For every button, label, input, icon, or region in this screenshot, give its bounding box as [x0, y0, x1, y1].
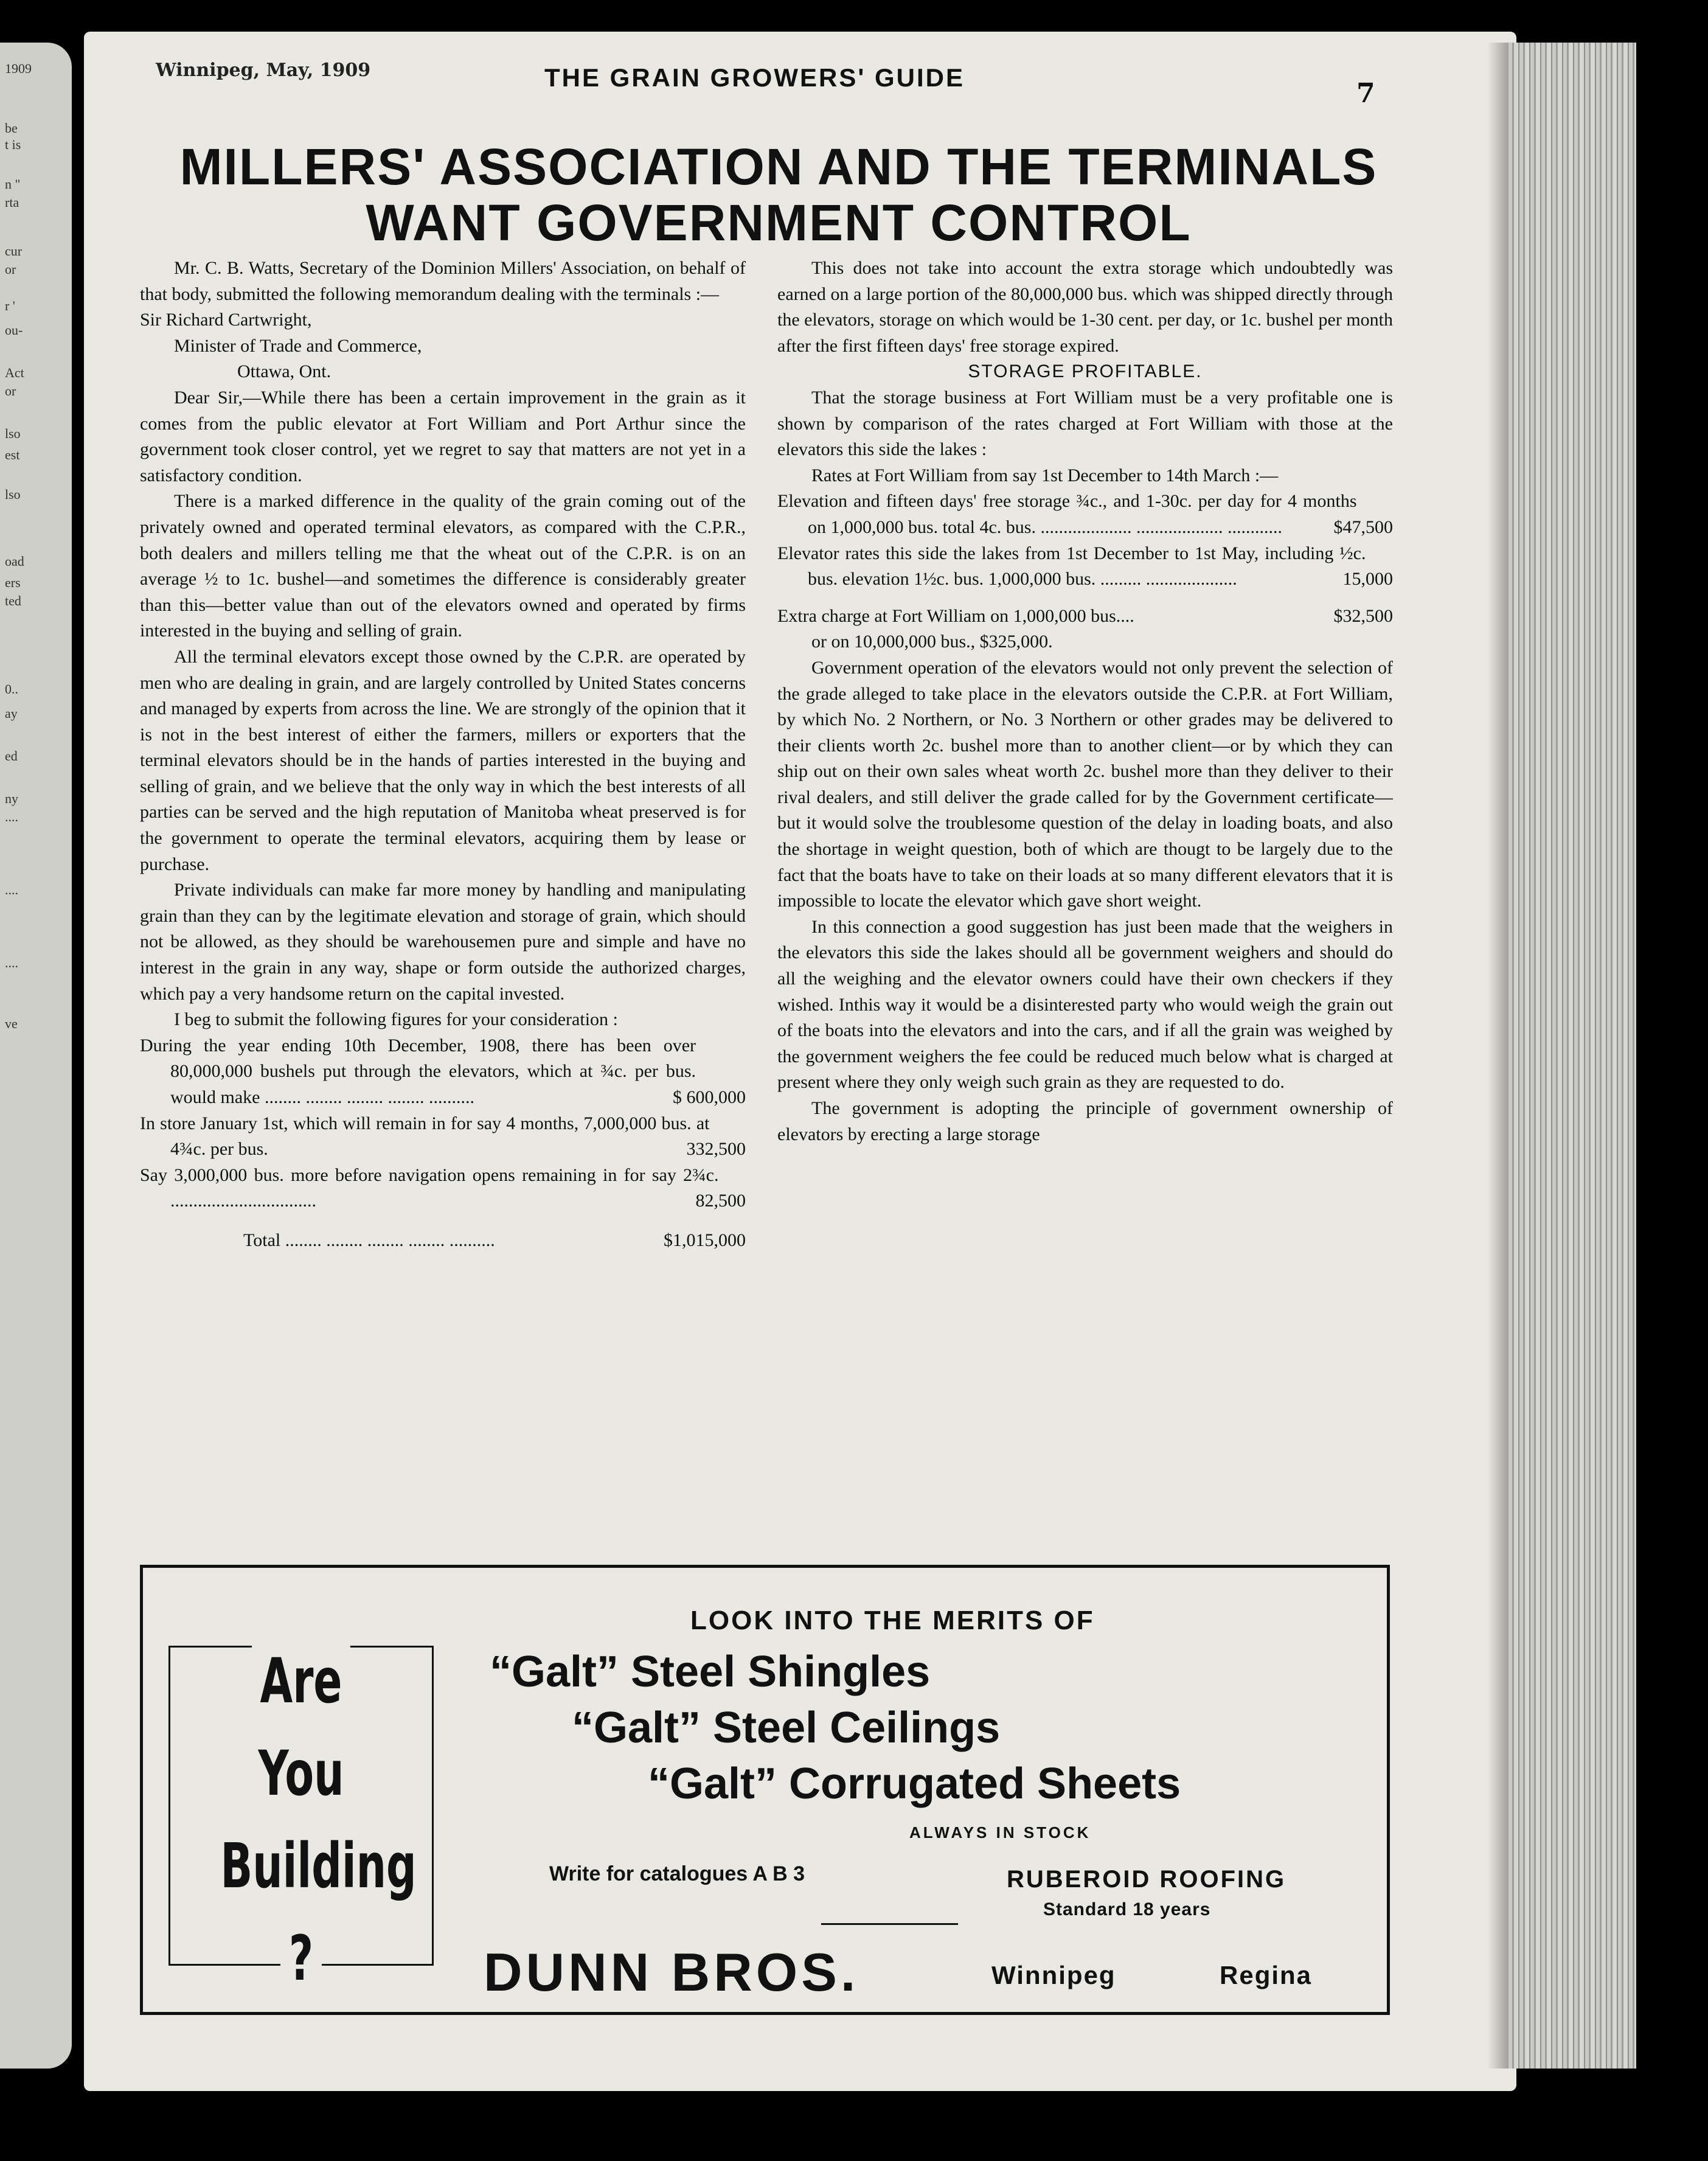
ad-standard: Standard 18 years: [1043, 1899, 1211, 1919]
ad-question-word: Building: [220, 1830, 417, 1902]
advertisement: [140, 1565, 1390, 2015]
prev-page-fragment: be: [5, 120, 18, 136]
ad-catalogue-note: Write for catalogues A B 3: [549, 1862, 805, 1885]
previous-page-edge: [0, 43, 72, 2069]
prev-page-fragment: ted: [5, 593, 21, 608]
extra-charge-label: Extra charge at Fort William on 1,000,000 bus....: [777, 605, 1134, 626]
prev-page-fragment: lso: [5, 426, 21, 441]
prev-page-fragment: lso: [5, 487, 21, 502]
figure-label: During the year ending 10th December, 1908, there has been over 80,000,000 bushels put through the elevators, which at ¾c. per bus. would make ........ ........ ........ ........ ..........: [140, 1035, 696, 1107]
figure-label: In store January 1st, which will remain in for say 4 months, 7,000,000 bus. at 4¾c. per bus.: [140, 1113, 710, 1160]
ad-ruberoid: RUBEROID ROOFING: [1007, 1866, 1286, 1893]
prev-page-fragment: ou-: [5, 322, 23, 338]
prev-page-fragment: ers: [5, 575, 21, 590]
rate-row: [777, 489, 1393, 540]
article-column-right: [777, 256, 1393, 1147]
ad-question-box: [168, 1645, 434, 1995]
rate-label: Elevation and fifteen days' free storage ¾c., and 1-30c. per day for 4 months on 1,000,000 bus. total 4c. bus. .................... ................... ............: [777, 491, 1357, 537]
prev-page-fragment: ....: [5, 955, 18, 970]
body-paragraph: I beg to submit the following figures for your consideration :: [174, 1009, 618, 1030]
headline-line-1: MILLERS' ASSOCIATION AND THE TERMINALS: [179, 138, 1378, 195]
ad-question-word: You: [258, 1738, 344, 1810]
body-paragraph: The government is adopting the principle of government ownership of elevators by erecting a large storage: [777, 1098, 1393, 1144]
ad-question-word: Are: [252, 1635, 350, 1728]
body-paragraph: Rates at Fort William from say 1st December to 14th March :—: [811, 465, 1279, 485]
extra-charge-amount: $32,500: [1333, 605, 1393, 626]
prev-page-fragment: or: [5, 383, 16, 398]
figure-amount: 82,500: [695, 1191, 746, 1211]
body-paragraph: That the storage business at Fort William must be a very profitable one is shown by comparison of the rates charged at Fort William with those at the elevators this side the lakes :: [777, 387, 1393, 460]
prev-page-fragment: ....: [5, 882, 18, 897]
rate-amount: $47,500: [1333, 517, 1393, 537]
ad-tagline: LOOK INTO THE MERITS OF: [690, 1606, 1095, 1635]
prev-page-fragment: t is: [5, 137, 21, 152]
figure-amount: $ 600,000: [673, 1087, 746, 1107]
body-paragraph: In this connection a good suggestion has just been made that the weighers in the elevators this side the lakes should all be government weighers and should do all the weighing and the elevator owners could have their own checkers if they wished. Inthis way it would be a disinterested party who would weigh the grain out of the boats into the elevators and into the cars, and if all the grain was weighed by the government weighers the fee could be reduced much below what is charged at present where they only weigh such grain as they are requested to do.: [777, 916, 1393, 1093]
extra-charge-row: [777, 604, 1393, 630]
ad-question-mark: ?: [280, 1913, 321, 2005]
figure-total-row: [140, 1228, 746, 1254]
addressee-location: Ottawa, Ont.: [237, 361, 332, 382]
prev-page-fragment: oad: [5, 554, 24, 569]
ad-question: [212, 1635, 417, 2005]
prev-page-fragment: rta: [5, 195, 19, 210]
figure-row: [140, 1111, 746, 1163]
body-paragraph: Dear Sir,—While there has been a certain improvement in the grain as it comes from the public elevator at Fort William and Port Arthur since the government took closer control, yet we regret to say that matters are not yet in a satisfactory condition.: [140, 387, 746, 485]
prev-page-fragment: r ': [5, 298, 15, 313]
prev-page-fragment: Act: [5, 365, 24, 380]
page-number: 7: [1356, 78, 1375, 109]
prev-page-fragment: ny: [5, 791, 18, 806]
addressee: Sir Richard Cartwright,: [140, 310, 312, 330]
masthead-title: THE GRAIN GROWERS' GUIDE: [544, 63, 965, 92]
figure-row: [140, 1163, 746, 1214]
total-amount: $1,015,000: [664, 1230, 746, 1250]
body-paragraph: All the terminal elevators except those owned by the C.P.R. are operated by men who are dealing in grain, and are largely controlled by United States concerns and managed by experts from across the line. We are strongly of the opinion that it is not in the best interest of either the farmers, millers or exporters that the terminal elevators should be in the hands of parties interested in the buying and selling of grain, and we believe that the only way in which the best interests of all parties can be served and the high reputation of Manitoba wheat preserved is for the government to operate the terminal elevators, acquiring them by lease or purchase.: [140, 646, 746, 874]
ad-product: “Galt” Steel Ceilings: [572, 1703, 1001, 1752]
ad-divider: [821, 1923, 958, 1925]
section-subheading: STORAGE PROFITABLE.: [968, 361, 1203, 382]
ad-product: “Galt” Corrugated Sheets: [648, 1759, 1181, 1808]
prev-page-fragment: cur: [5, 243, 23, 259]
ad-city: Regina: [1220, 1961, 1313, 1989]
prev-page-fragment: ve: [5, 1016, 18, 1031]
figure-amount: 332,500: [686, 1139, 746, 1160]
ad-company-name: DUNN BROS.: [484, 1942, 859, 2002]
addressee-title: Minister of Trade and Commerce,: [174, 335, 422, 356]
ad-product: “Galt” Steel Shingles: [490, 1648, 931, 1696]
rate-label: Elevator rates this side the lakes from 1st December to 1st May, including ½c. bus. elevation 1½c. bus. 1,000,000 bus. ......... ....................: [777, 543, 1366, 590]
ad-stock-note: ALWAYS IN STOCK: [909, 1823, 1091, 1842]
prev-page-fragment: ....: [5, 809, 18, 824]
extra-charge-note: or on 10,000,000 bus., $325,000.: [811, 632, 1053, 652]
prev-page-fragment: ay: [5, 706, 18, 721]
prev-page-fragment: or: [5, 262, 16, 277]
article-headline: [152, 139, 1405, 251]
book-binding-edge: [1508, 43, 1636, 2069]
ad-city: Winnipeg: [991, 1961, 1116, 1989]
body-paragraph: Government operation of the elevators would not only prevent the selection of the grade alleged to take place in the elevators outside the C.P.R. at Fort William, by which No. 2 Northern, or No. 3 Northern or other grades may be delivered to their clients worth 2c. bushel more than to another client—or by which they can ship out on their own sales wheat worth 2c. bushel more than they deliver to their rival dealers, and still deliver the grade called for by the Government certificate—but it would solve the troublesome question of the delay in loading boats, and also the shortage in weight question, both of which are thougt to be largely due to the fact that the boats have to take on their loads at so many different elevators that it is impossible to locate the elevator which gave short weight.: [777, 657, 1393, 911]
binding-shadow: [1487, 43, 1512, 2069]
body-paragraph: This does not take into account the extra storage which undoubtedly was earned on a large portion of the 80,000,000 bus. which was shipped directly through the elevators, storage on which would be 1-30 cent. per day, or 1c. bushel per month after the first fifteen days' free storage expired.: [777, 258, 1393, 356]
article-column-left: [140, 256, 746, 1254]
prev-page-fragment: 1909: [5, 61, 32, 76]
figure-label: Say 3,000,000 bus. more before navigation opens remaining in for say 2¾c. ................................: [140, 1164, 719, 1211]
prev-page-fragment: n ": [5, 176, 21, 192]
prev-page-fragment: ed: [5, 748, 18, 764]
intro-paragraph: Mr. C. B. Watts, Secretary of the Dominion Millers' Association, on behalf of that body, submitted the following memorandum dealing with the terminals :—: [140, 258, 746, 304]
prev-page-fragment: 0..: [5, 681, 18, 697]
rate-amount: 15,000: [1342, 569, 1393, 590]
body-paragraph: Private individuals can make far more money by handling and manipulating grain than they can by the legitimate elevation and storage of grain, which should not be allowed, as they should be warehousemen pure and simple and have no interest in the grain in any way, shape or form outside the authorized charges, which pay a very handsome return on the capital invested.: [140, 880, 746, 1004]
headline-line-2: WANT GOVERNMENT CONTROL: [366, 194, 1192, 251]
figure-row: [140, 1033, 746, 1111]
rate-row: [777, 541, 1393, 593]
body-paragraph: There is a marked difference in the quality of the grain coming out of the privately owned and operated terminal elevators, as compared with the C.P.R., both dealers and millers telling me that the wheat out of the C.P.R. is on an average ½ to 1c. bushel—and sometimes the difference is considerably greater than this—better value than out of the elevators owned and operated by firms interested in the buying and selling of grain.: [140, 491, 746, 641]
total-label: Total ........ ........ ........ ........ ..........: [243, 1230, 495, 1250]
prev-page-fragment: est: [5, 447, 20, 462]
issue-date: Winnipeg, May, 1909: [156, 60, 371, 81]
